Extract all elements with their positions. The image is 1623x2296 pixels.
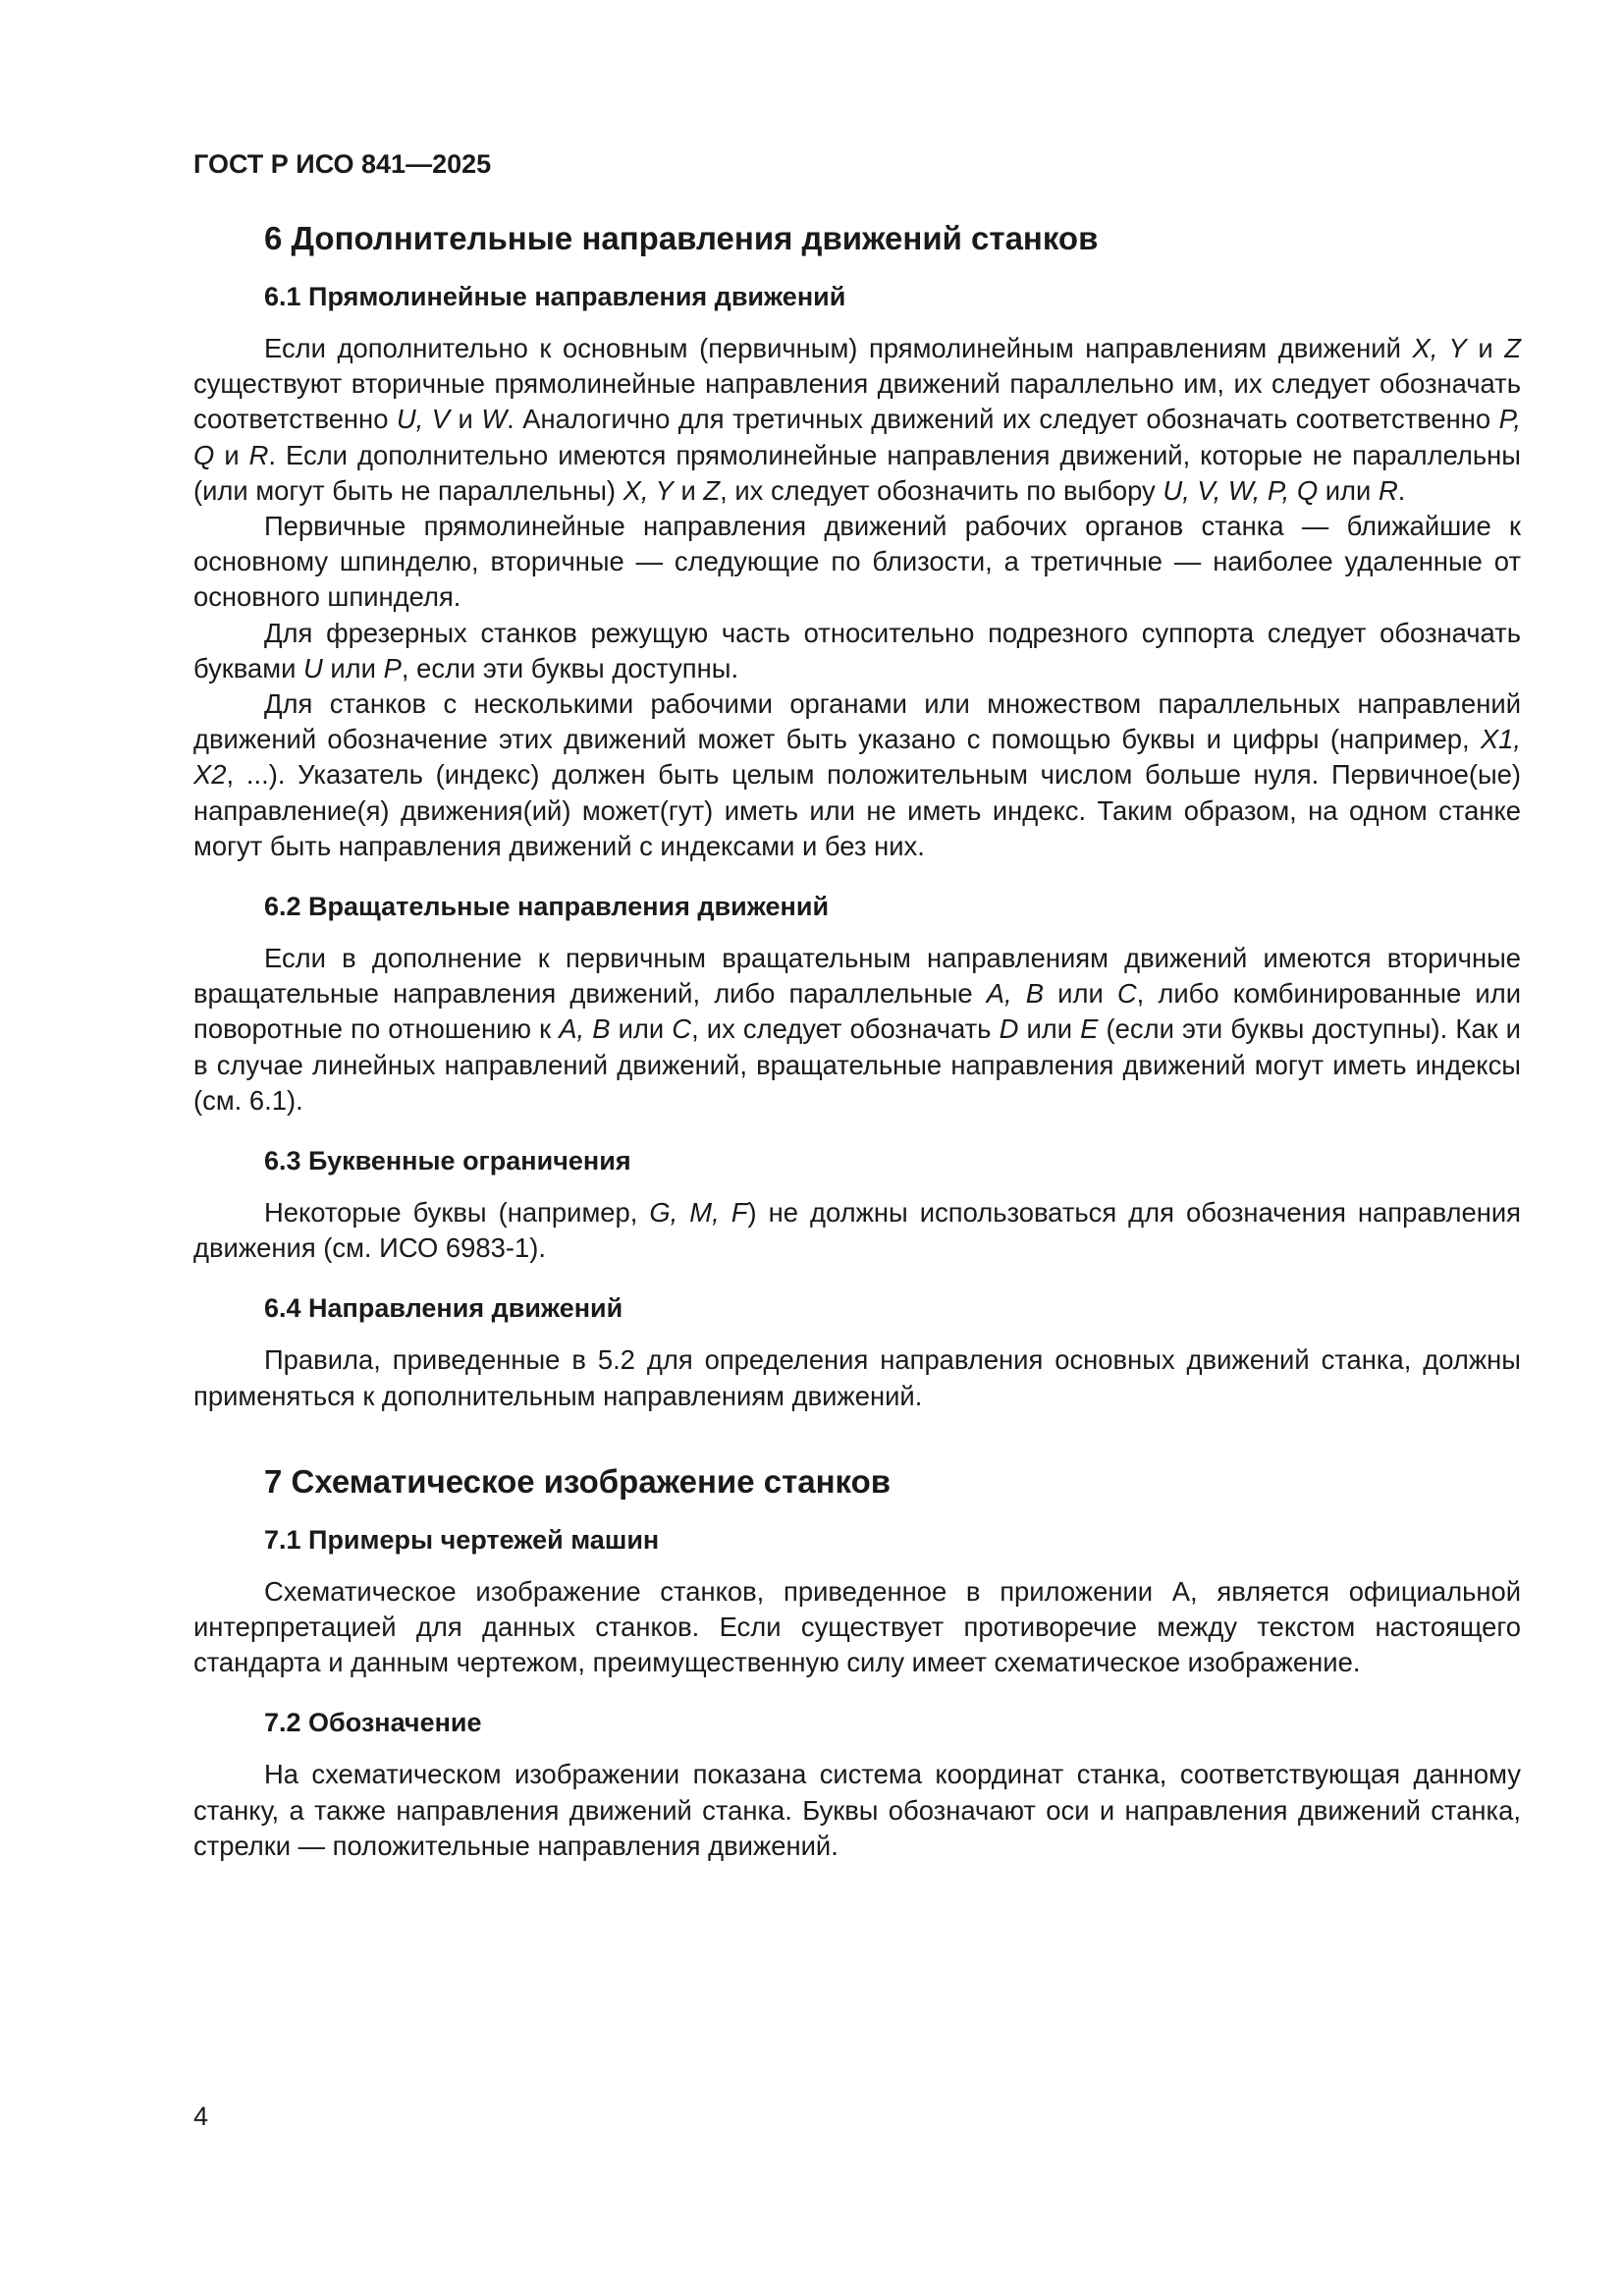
subsection-7-2-body [193,1757,1521,1864]
paragraph-6-4-1: Правила, приведенные в 5.2 для определения направления основных движений станка, должны применяться к дополнительным направлениям движений. [193,1344,1521,1411]
subsection-6-1-title: 6.1 Прямолинейные направления движений [264,282,846,311]
subsection-6-4-title: 6.4 Направления движений [264,1293,623,1324]
subsection-7-1-body [193,1574,1521,1681]
page-content [193,218,1521,1888]
section-6-title: 6 Дополнительные направления движений станков [264,220,1099,256]
subsection-7-2-title: 7.2 Обозначение [264,1708,482,1738]
paragraph-7-2-1: На схематическом изображении показана система координат станка, соответствующая данному станку, а также направления движений станка. Буквы обозначают оси и направления движений станка, стрелки — положительные направления движений. [193,1759,1521,1861]
subsection-6-3-title: 6.3 Буквенные ограничения [264,1146,631,1176]
subsection-6-3-body [193,1195,1521,1266]
subsection-6-2-title: 6.2 Вращательные направления движений [264,892,830,922]
subsection-6-4-body [193,1342,1521,1413]
subsection-6-2-body [193,941,1521,1119]
page-header: ГОСТ Р ИСО 841—2025 [193,149,492,179]
subsection-7-1-title: 7.1 Примеры чертежей машин [264,1524,660,1555]
paragraph-6-2-1: Если в дополнение к первичным вращательным направлениям движений имеются вторичные вращательные направления движений, либо параллельные A, B или C, либо комбинированные или поворотные по отношению к A, B или C, их следует обозначать D или E (если эти буквы доступны). Как и в случае линейных направлений движений, вращательные направления движений могут иметь индексы (см. 6.1). [193,943,1521,1116]
page-number: 4 [193,2102,209,2131]
subsection-6-1-body [193,331,1521,864]
paragraph-7-1-1: Схематическое изображение станков, приведенное в приложении А, является официальной интерпретацией для данных станков. Если существует противоречие между текстом настоящего стандарта и данным чертежом, преимущественную силу имеет схематическое изображение. [193,1575,1521,1678]
paragraph-6-1-3: Для фрезерных станков режущую часть относительно подрезного суппорта следует обозначать буквами U или P, если эти буквы доступны. [193,617,1521,683]
paragraph-6-1-1: Если дополнительно к основным (первичным) прямолинейным направлениям движений X, Y и Z существуют вторичные прямолинейные направления движений параллельно им, их следует обозначать соответственно U, V и W. Аналогично для третичных движений их следует обозначать соответственно P, Q и R. Если дополнительно имеются прямолинейные направления движений, которые не параллельны (или могут быть не параллельны) X, Y и Z, их следует обозначить по выбору U, V, W, P, Q или R. [193,333,1521,506]
paragraph-6-1-2: Первичные прямолинейные направления движений рабочих органов станка — ближайшие к основному шпинделю, вторичные — следующие по близости, а третичные — наиболее удаленные от основного шпинделя. [193,511,1521,613]
section-7-title: 7 Схематическое изображение станков [264,1462,892,1500]
paragraph-6-3-1: Некоторые буквы (например, G, M, F) не должны использоваться для обозначения направления движения (см. ИСО 6983-1). [193,1197,1521,1264]
paragraph-6-1-4: Для станков с несколькими рабочими органами или множеством параллельных направлений движений обозначение этих движений может быть указано с помощью буквы и цифры (например, X1, X2, ...). Указатель (индекс) должен быть целым положительным числом больше нуля. Первичное(ые) направление(я) движения(ий) может(гут) иметь или не иметь индекс. Таким образом, на одном станке могут быть направления движений с индексами и без них. [193,688,1521,861]
